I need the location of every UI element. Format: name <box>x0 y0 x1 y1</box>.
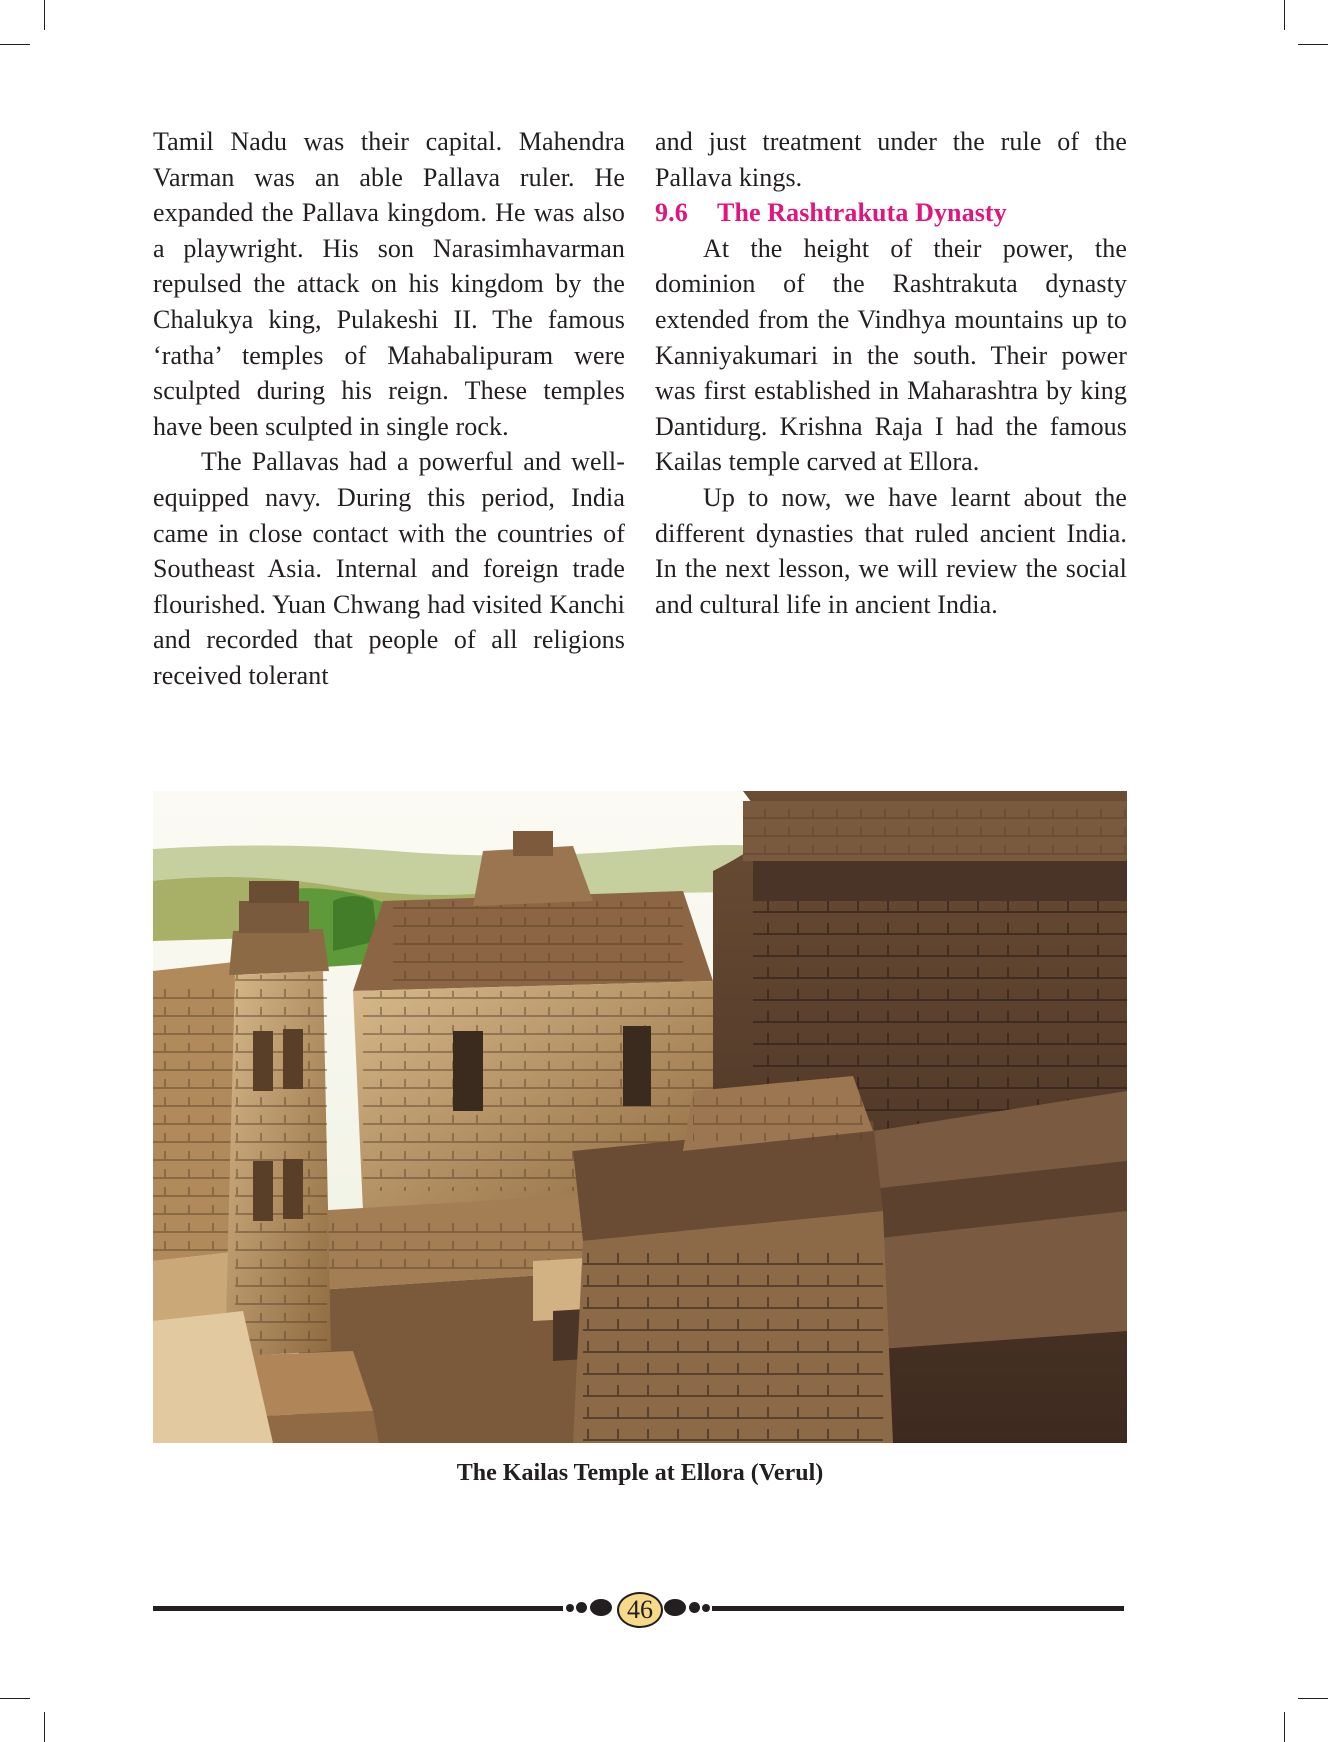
crop-mark-top-right-vertical <box>1284 0 1285 30</box>
crop-mark-bottom-right-vertical <box>1284 1712 1285 1742</box>
left-text-column <box>153 124 625 694</box>
section-title: The Rashtrakuta Dynasty <box>717 198 1007 228</box>
page-number: 46 <box>617 1592 663 1628</box>
section-heading <box>655 195 1127 231</box>
right-paragraph-1: and just treatment under the rule of the Pallava kings. <box>655 127 1127 192</box>
left-paragraph-2: The Pallavas had a powerful and well-equipped navy. During this period, India came in close contact with the countries of Southeast Asia. Internal and foreign trade flourished. Yuan Chwang had visited Kanchi and recorded that people of all religions received tolerant <box>153 447 625 690</box>
footer-ornament-dot <box>702 1604 710 1612</box>
crop-mark-bottom-left-vertical <box>44 1712 45 1742</box>
footer-ornament-dot <box>576 1602 587 1613</box>
right-paragraph-3: Up to now, we have learnt about the different dynasties that ruled ancient India. In the next lesson, we will review the social and cultural life in ancient India. <box>655 482 1127 619</box>
right-text-column <box>655 124 1127 622</box>
footer-rule-left <box>153 1606 563 1611</box>
left-paragraph-1: Tamil Nadu was their capital. Mahendra Varman was an able Pallava ruler. He expanded the Pallava kingdom. He was also a playwright. His son Narasimhavarman repulsed the attack on his kingdom by the Chalukya king, Pulakeshi II. The famous ‘ratha’ temples of Mahabalipuram were sculpted during his reign. These temples have been sculpted in single rock. <box>153 127 625 441</box>
crop-mark-bottom-right-horizontal <box>1298 1698 1328 1699</box>
figure-caption: The Kailas Temple at Ellora (Verul) <box>456 1460 824 1486</box>
footer-rule-right <box>712 1606 1124 1611</box>
right-paragraph-2: At the height of their power, the dominion of the Rashtrakuta dynasty extended from the Vindhya mountains up to Kanniyakumari in the south. Their power was first established in Maharashtra by king Dantidurg. Krishna Raja I had the famous Kailas temple carved at Ellora. <box>655 233 1127 477</box>
crop-mark-top-left-horizontal <box>0 44 30 45</box>
footer-ornament-dot <box>664 1599 686 1616</box>
crop-mark-top-right-horizontal <box>1298 44 1328 45</box>
kailas-temple-photo <box>153 791 1127 1443</box>
section-number: 9.6 <box>655 198 688 228</box>
crop-mark-bottom-left-horizontal <box>0 1698 30 1699</box>
crop-mark-top-left-vertical <box>44 0 45 30</box>
footer-ornament-dot <box>689 1602 700 1613</box>
footer-ornament-dot <box>590 1599 612 1616</box>
footer-ornament-dot <box>566 1604 574 1612</box>
